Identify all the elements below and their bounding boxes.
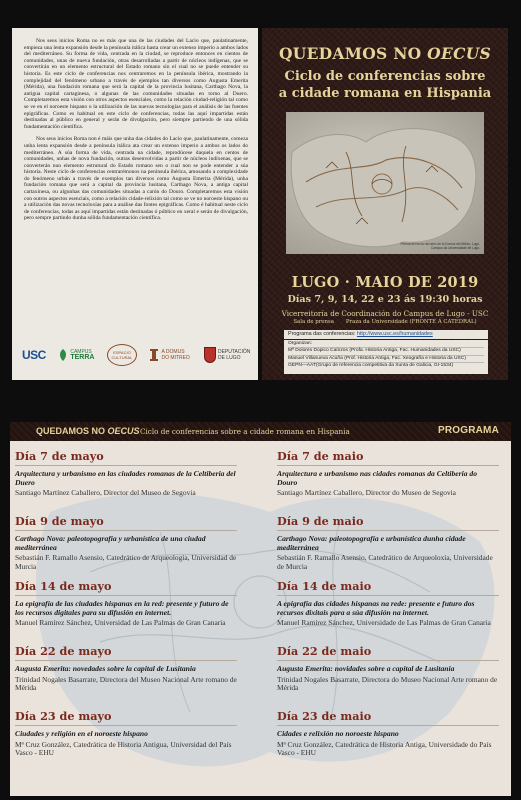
entry-speaker: Sebastián F. Ramallo Asensio, Catedrático de Arqueología, Universidad de Murcia [15,553,237,571]
organizer-item: Mª Dolores Dopico Caínzos (Profa. Historia Antiga, Fac. Humanidades da USC) [288,348,484,355]
entry-day: Día 14 de maio [277,579,372,593]
program-link-box: Programa das conferencias: http://www.usc.es/humanidades [284,330,488,339]
entry-day: Día 9 de maio [277,514,364,528]
leaf-icon [58,349,68,361]
entry-talk: La epigrafía de las ciudades hispanas en la red: presente y futuro de los recursos digitales para su difusión en internet. [15,599,229,617]
divider [277,530,499,531]
entry-talk: Carthago Nova: paleotopografía e urbanística dunha cidade mediterránea [277,534,466,552]
entry-speaker: Santiago Martínez Caballero, Director del Museo de Segovia [15,488,196,498]
program-entry [277,515,499,580]
program-entry [277,580,499,645]
entry-talk: Arquitectura y urbanismo en las ciudades romanas de la Celtiberia del Duero [15,469,236,487]
deputacion-lugo-logo: DEPUTACIÓN DE LUGO [204,347,250,363]
program-entry [15,645,237,710]
program-entry [15,515,237,580]
organizers-label: Organizan: [288,341,484,348]
entry-talk: Carthago Nova: paleotopografía y urbanística de una ciudad mediterránea [15,534,206,552]
fresco-photo [286,112,484,254]
entry-speaker: Manuel Ramírez Sánchez, Universidade de Las Palmas de Gran Canaria [277,618,491,628]
cultural-seal-logo: ESPACIO CULTURAL [107,344,137,366]
entry-talk: Ciudades y religión en el noroeste hispano [15,729,148,738]
event-days: Días 7, 9, 14, 22 e 23 ás 19:30 horas [287,294,483,305]
entry-speaker: Sebastián F. Ramallo Asensio, Catedrático de Arqueoloxía, Universidade de Murcia [277,553,493,571]
program-entry [15,580,237,645]
entry-talk: A epigrafía das cidades hispanas na rede: presente e futuro dos recursos dixitais para a súa difusión na internet. [277,599,475,617]
divider [15,725,237,726]
divider [15,660,237,661]
organizers-box [284,340,488,374]
intro-paragraph-es: Nos seus inicios Roma no es más que una de las ciudades del Lacio que, paulatinamente, empieza una lenta expansión desde la península itálica hasta crear un extenso imperio a ambos lados del mediterráneo. Su forma de vida, centrada en la ciudad, se reproduce entonces en cientos de comunidades, unas de nueva fundación, otras desarrolladas a partir de núcleos indígenas, que se convertirán en un elemento estructural del Estado romano sin el cual no se puede entender su historia. Es este ciclo de conferencias nos centraremos en la península ibérica, mostrando la complejidad del fenómeno urbano a través de ejemplos tan diversos como Augusta Emerita (Mérida), una fundación romana que será la capital de la provincia lusitana, Carthago Nova, la antigua capital cartaginesa, o algunas de las comunidades situadas en torno al Duero. Completaremos esta visión con otros aspectos esenciales, como la relación ciudad-religión tal como se ve en el noroeste hispano o la utilización de las nuevas tecnologías para el análisis de las fuentes epigráficas. Como es habitual en este ciclo de conferencias, todas las aquí impartidas están destinadas al público en general y serán de divulgación, pero siempre partiendo de una sólida fundamentación científica. [24,38,248,130]
entry-speaker: Trinidad Nogales Basarrate, Directora do Museo Nacional Arte romano de Mérida [277,674,498,693]
entry-speaker: Trinidad Nogales Basarrate, Directora del Museo Nacional Arte romano de Mérida [15,674,237,693]
entry-day: Día 22 de maio [277,644,372,658]
shield-icon [204,347,216,363]
program-banner [10,422,511,441]
banner-title: QUEDAMOS NO OECUS [36,426,140,436]
event-venue: Vicerreitoría de Coordinación do Campus de Lugo - USC Sala de prensa Praza da Universidade (FRONTE Á CATEDRAL) [281,309,489,325]
intro-paragraph-gl: Nos seus inicios Roma non é máis que unha das cidades do Lacio que, paulatinamente, comeza unha lenta expansión desde a península itálica ata crear un extenso imperio a ambos os lados do mediterráneo. A súa forma de vida, centrada na cidade, reprodúcese daquela en centos de comunidades, unhas de nova fundación, outras desenvolvidas a partir de núcleos indíxenas, que se converterán nun elemento estrutural do Estado romano sen o cual non se pode entender a súa historia. Neste ciclo de conferencias centrarémonos na península ibérica, amosando a complexidade do fenómeno urbán a través de exemplos tan diversos como Augusta Emerita (Mérida), unha fundación romana que será a capital da provincia lusitana, Carthago Nova, a antiga capital cartaxinesa, ou algunhas das comunidades situadas a carón do Douro. Completaremos esta visión con outros aspectos esenciais, como a relación cidade-relixión tal como se ve no noroeste hispano ou a utilización das novas tecnoloxías para a análise das fontes epigráficas. Como é habitual neste ciclo de conferencias, todas as aquí impartidas están destinadas ó público en xeral e serán de divulgación, pero sempre partindo dunha sólida fundamentación científica. [24,136,248,222]
intro-text-column [12,28,258,380]
entry-day: Día 7 de maio [277,449,364,463]
divider [15,595,237,596]
front-cover [0,0,521,398]
campus-terra-logo: CAMPUS TERRA [58,349,94,361]
entry-day: Día 7 de mayo [15,449,104,463]
program-entry [277,450,499,515]
entry-talk: Arquitectura e urbanismo nas cidades romanas da Celtiberia do Douro [277,469,477,487]
event-title: QUEDAMOS NO OECUS [278,44,492,63]
entry-talk: Augusta Emerita: novedades sobre la capital de Lusitania [15,664,196,673]
entry-speaker: Santiago Martínez Caballero, Director do Museo de Segovia [277,488,456,498]
divider [277,595,499,596]
entry-speaker: Mª Cruz González, Catedrática de Historia Antigua, Universidad del País Vasco - EHU [15,739,232,758]
entry-talk: Augusta Emerita: novidades sobre a capital de Lusitania [277,664,455,673]
divider [277,725,499,726]
program-page [0,398,521,800]
event-subtitle: Ciclo de conferencias sobre a cidade romana en Hispania [278,69,492,101]
program-entry [15,710,237,775]
domus-mitreo-logo: A DOMUS DO MITREO [149,349,191,361]
divider [15,465,237,466]
divider [277,660,499,661]
program-column-gl [277,450,499,775]
divider [277,465,499,466]
entry-talk: Cidades e relixión no noroeste hispano [277,729,399,738]
entry-day: Día 9 de mayo [15,514,104,528]
program-sheet [10,422,511,796]
banner-program-label: PROGRAMA [437,425,499,436]
program-entry [277,710,499,775]
program-url-link[interactable]: http://www.usc.es/humanidades [356,331,433,337]
entry-day: Día 23 de mayo [15,709,112,723]
organizer-item: Manuel Villanueva Acuña (Prof. Historia Antiga, Fac. Xeografía e Historia da USC) [288,356,484,363]
entry-speaker: Manuel Ramírez Sánchez, Universidad de Las Palmas de Gran Canaria [15,618,226,628]
divider [15,530,237,531]
entry-speaker: Mª Cruz González, Catedrática de Historia Antiga, Universidade do País Vasco - EHU [277,739,492,758]
title-column [262,28,508,380]
event-location-date: LUGO · MAIO DE 2019 [291,274,479,291]
sponsor-logos [22,340,250,370]
banner-subtitle: Ciclo de conferencias sobre a cidade romana en Hispania [140,427,350,436]
program-entry [277,645,499,710]
usc-logo: USC [22,348,46,362]
entry-day: Día 14 de mayo [15,579,112,593]
entry-day: Día 22 de mayo [15,644,112,658]
fresco-image [286,112,484,254]
column-icon [149,349,159,361]
entry-day: Día 23 de maio [277,709,372,723]
photo-caption: Pintura del techo del atrio de la Domus del Mitreo, Lugo. Campus da Universidade de Lugo. [400,242,480,251]
program-column-es [15,450,237,775]
organizer-item: GEPN—AAT(Grupo de referencia competitiva da Xunta de Galicia, GI-1534) [288,362,454,368]
program-entry [15,450,237,515]
